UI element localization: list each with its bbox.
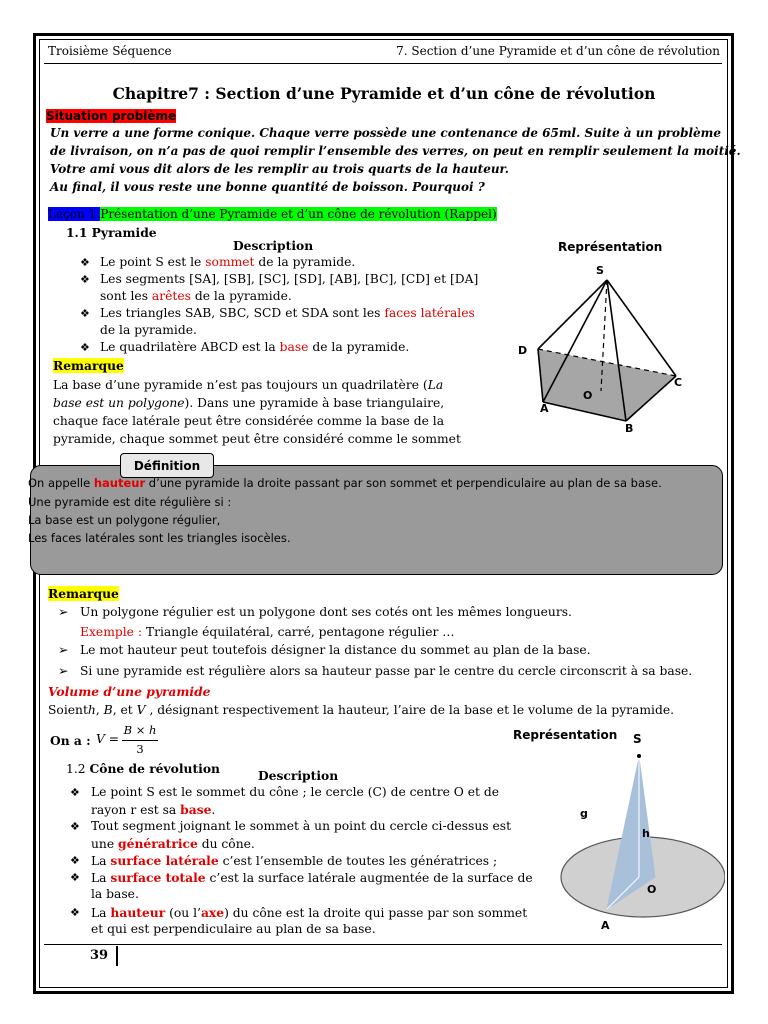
volume-formula-denominator: 3 (136, 742, 144, 756)
arrow-bullet-icon: ➢ (58, 643, 69, 657)
remarque-1-line-3: chaque face latérale peut être considérée comme la base de la (53, 414, 445, 428)
situation-line-4: Au final, il vous reste une bonne quantité de boisson. Pourquoi ? (50, 180, 485, 194)
header-left: Troisième Séquence (48, 44, 172, 58)
cone-bullet-1-line-1: Le point S est le sommet du cône ; le cercle (C) de centre O et de (91, 785, 500, 799)
footer-divider (44, 944, 722, 945)
cone-bullet-3: La surface latérale c’est l’ensemble de toutes les génératrices ; (91, 853, 498, 868)
cone-label-S: S (633, 732, 642, 746)
remarque-1-line-2: base est un polygone). Dans une pyramide à base triangulaire, (53, 396, 445, 410)
pyramid-bullet-4: Le quadrilatère ABCD est la base de la pyramide. (100, 340, 410, 354)
cone-representation-label: Représentation (513, 728, 618, 742)
volume-formula-numerator: B × h (123, 723, 157, 737)
remarque-2-bullet-3: Si une pyramide est régulière alors sa hauteur passe par le centre du cercle circonscrit à sa base. (80, 664, 693, 678)
volume-ona: On a : (50, 733, 91, 748)
pyramid-figure (505, 255, 705, 440)
pyramid-bullet-2-line-1: Les segments [SA], [SB], [SC], [SD], [AB], [BC], [CD] et [DA] (100, 272, 479, 286)
diamond-bullet-icon: ❖ (70, 820, 80, 833)
cone-bullet-5-line-2: et qui est perpendiculaire au plan de sa base. (91, 922, 376, 936)
cone-figure (555, 725, 725, 940)
diamond-bullet-icon: ❖ (80, 256, 90, 269)
remarque-2-example: Exemple : Triangle équilatéral, carré, pentagone régulier … (80, 625, 455, 639)
chapter-title: Chapitre7 : Section d’une Pyramide et d’un cône de révolution (112, 84, 656, 103)
cone-label-h: h (642, 827, 650, 840)
definition-line-3: La base est un polygone régulier, (28, 513, 221, 527)
situation-line-3: Votre ami vous dit alors de les remplir au trois quarts de la hauteur. (50, 162, 509, 176)
pyramid-description-label: Description (233, 238, 314, 253)
volume-formula-lhs: V = (96, 732, 120, 746)
remarque-1-line-1: La base d’une pyramide n’est pas toujours un quadrilatère (La (53, 378, 444, 392)
vertex-label-B: B (625, 422, 634, 435)
diamond-bullet-icon: ❖ (70, 786, 80, 799)
arrow-bullet-icon: ➢ (58, 605, 69, 619)
volume-title: Volume d’une pyramide (48, 684, 211, 699)
diamond-bullet-icon: ❖ (70, 906, 80, 919)
remarque-1-line-4: pyramide, chaque sommet peut être considéré comme le sommet (53, 432, 461, 446)
situation-label: Situation problème (46, 109, 177, 123)
diamond-bullet-icon: ❖ (70, 854, 80, 867)
center-label-O: O (583, 389, 593, 402)
cone-heading: 1.2 Cône de révolution (66, 761, 220, 776)
cone-label-O: O (647, 883, 657, 896)
definition-line-1: On appelle hauteur d’une pyramide la droite passant par son sommet et perpendiculaire au plan de sa base. (28, 476, 662, 490)
volume-definition-line: Soienth, B, et V , désignant respectivement la hauteur, l’aire de la base et le volume de la pyramide. (48, 703, 675, 717)
definition-line-2: Une pyramide est dite régulière si : (28, 495, 232, 509)
remarque-2-bullet-1: Un polygone régulier est un polygone dont ses cotés ont les mêmes longueurs. (80, 605, 572, 619)
cone-bullet-5-line-1: La hauteur (ou l’axe) du cône est la droite qui passe par son sommet (91, 905, 528, 920)
pyramid-bullet-2-line-2: sont les arêtes de la pyramide. (100, 289, 292, 303)
pyramid-bullet-1: Le point S est le sommet de la pyramide. (100, 255, 356, 269)
definition-line-4: Les faces latérales sont les triangles isocèles. (28, 531, 291, 545)
cone-bullet-2-line-2: une génératrice du cône. (91, 836, 255, 851)
definition-tab: Définition (120, 453, 214, 478)
lesson-heading: Leçon 1:Présentation d’une Pyramide et d’un cône de révolution (Rappel) (48, 207, 497, 221)
pyramid-bullet-3-line-1: Les triangles SAB, SBC, SCD et SDA sont les faces latérales (100, 306, 475, 320)
diamond-bullet-icon: ❖ (80, 341, 90, 354)
cone-description-label: Description (258, 768, 339, 783)
page-number: 39 (90, 948, 109, 963)
header-right: 7. Section d’une Pyramide et d’un cône de révolution (396, 44, 720, 58)
cone-label-g: g (580, 807, 588, 820)
diamond-bullet-icon: ❖ (70, 871, 80, 884)
remarque-2-label: Remarque (48, 586, 119, 601)
arrow-bullet-icon: ➢ (58, 664, 69, 678)
vertex-label-S: S (596, 264, 604, 277)
header-divider (44, 63, 722, 64)
vertex-label-A: A (540, 402, 549, 415)
situation-line-2: de livraison, on n’a pas de quoi remplir l’ensemble des verres, on peut en remplir seulement la moitié. (50, 144, 741, 158)
situation-line-1: Un verre a une forme conique. Chaque verre possède une contenance de 65ml. Suite à un problème (50, 126, 721, 140)
vertex-label-C: C (674, 376, 683, 389)
vertex-label-D: D (518, 344, 528, 357)
page-number-bar (116, 946, 118, 966)
cone-bullet-1-line-2: rayon r est sa base. (91, 802, 216, 817)
pyramid-bullet-3-line-2: de la pyramide. (100, 323, 197, 337)
cone-label-A: A (601, 919, 610, 932)
pyramid-heading: 1.1 Pyramide (66, 225, 157, 240)
remarque-1-label: Remarque (53, 358, 124, 373)
remarque-2-bullet-2: Le mot hauteur peut toutefois désigner la distance du sommet au plan de la base. (80, 643, 591, 657)
diamond-bullet-icon: ❖ (80, 273, 90, 286)
cone-bullet-4-line-1: La surface totale c’est la surface latérale augmentée de la surface de (91, 870, 533, 885)
pyramid-representation-label: Représentation (558, 240, 663, 254)
cone-bullet-2-line-1: Tout segment joignant le sommet à un point du cercle ci-dessus est (91, 819, 512, 833)
diamond-bullet-icon: ❖ (80, 307, 90, 320)
cone-bullet-4-line-2: la base. (91, 887, 139, 901)
